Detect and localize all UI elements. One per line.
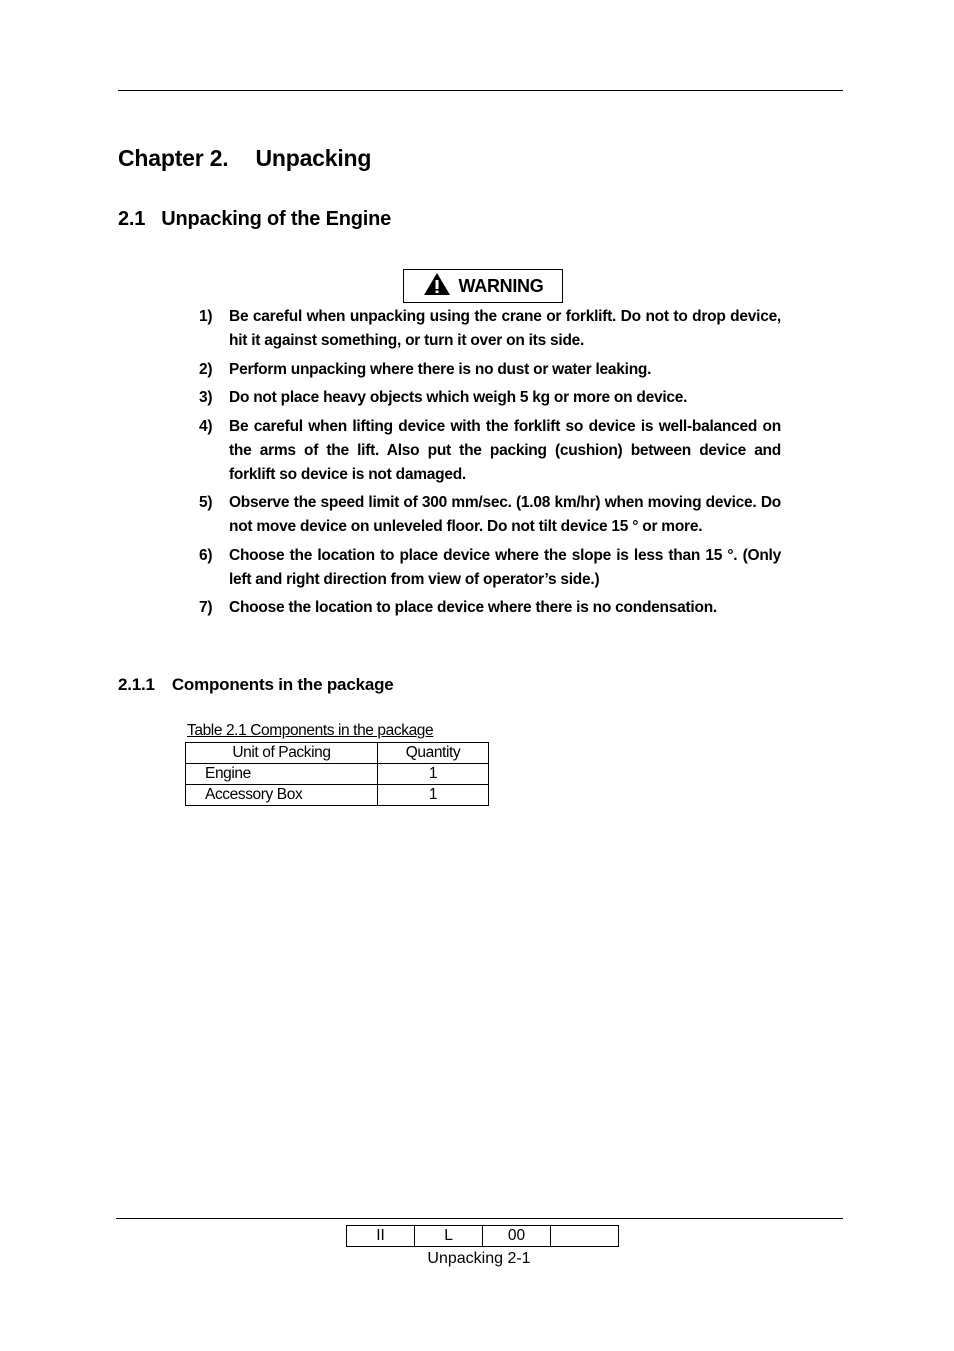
footer-code-cell: 00 [483,1226,551,1247]
column-header-quantity: Quantity [378,743,489,764]
warning-item-text: Do not place heavy objects which weigh 5 kg or more on device. [229,389,688,406]
warning-item-number: 7) [199,599,213,616]
chapter-name: Unpacking [255,145,372,171]
subsection-title [118,675,394,695]
warning-item [199,596,781,620]
warning-label: WARNING [458,275,544,296]
warning-item [199,386,781,410]
warning-box [403,269,563,303]
warning-item-number: 4) [199,417,213,435]
section-number: 2.1 [118,208,146,230]
warning-list [199,305,781,625]
header-rule [118,90,843,91]
warning-item-number: 2) [199,360,213,378]
warning-item-number: 1) [199,308,213,325]
warning-item-text: Be careful when lifting device with the forklift so device is well-balanced on the arms of the lift. Also put the packing (cushion) between device and forklift so device is not damaged. [229,417,781,483]
table-row [186,785,489,806]
footer-code-row [347,1226,619,1247]
section-title [118,208,391,231]
footer-code-cell [551,1226,619,1247]
warning-item-number: 3) [199,389,213,406]
page-label: Unpacking 2-1 [427,1250,531,1267]
warning-item [199,415,781,487]
subsection-name: Components in the package [171,675,394,694]
warning-item [199,544,781,592]
warning-item-text: Observe the speed limit of 300 mm/sec. (1.08 km/hr) when moving device. Do not move device on unleveled floor. Do not tilt device 15 ° or more. [229,494,781,535]
warning-item-text: Be careful when unpacking using the crane or forklift. Do not to drop device, hit it against something, or turn it over on its side. [229,308,781,349]
footer-code-cell: II [347,1226,415,1247]
warning-item-text: Choose the location to place device where the slope is less than 15 °. (Only left and right direction from view of operator’s side.) [229,546,781,588]
footer-rule [116,1218,843,1219]
footer-code-table [346,1225,619,1247]
warning-item [199,491,781,539]
column-header-unit: Unit of Packing [186,743,378,764]
components-table [185,742,489,806]
table-cell-unit: Accessory Box [186,785,378,806]
warning-triangle-icon [423,272,451,301]
table-header-row [186,743,489,764]
warning-item-text: Perform unpacking where there is no dust or water leaking. [229,360,652,378]
warning-item-text: Choose the location to place device where there is no condensation. [229,599,717,616]
table-cell-quantity: 1 [378,785,489,806]
table-cell-quantity: 1 [378,764,489,785]
warning-item-number: 5) [199,494,213,511]
table-caption: Table 2.1 Components in the package [187,722,434,739]
warning-item [199,358,781,382]
section-name: Unpacking of the Engine [161,208,392,230]
subsection-number: 2.1.1 [118,675,155,694]
chapter-number: Chapter 2. [118,145,229,171]
footer-code-cell: L [415,1226,483,1247]
table-cell-unit: Engine [186,764,378,785]
warning-item-number: 6) [199,546,213,564]
chapter-title [118,145,371,172]
table-row [186,764,489,785]
warning-item [199,305,781,353]
